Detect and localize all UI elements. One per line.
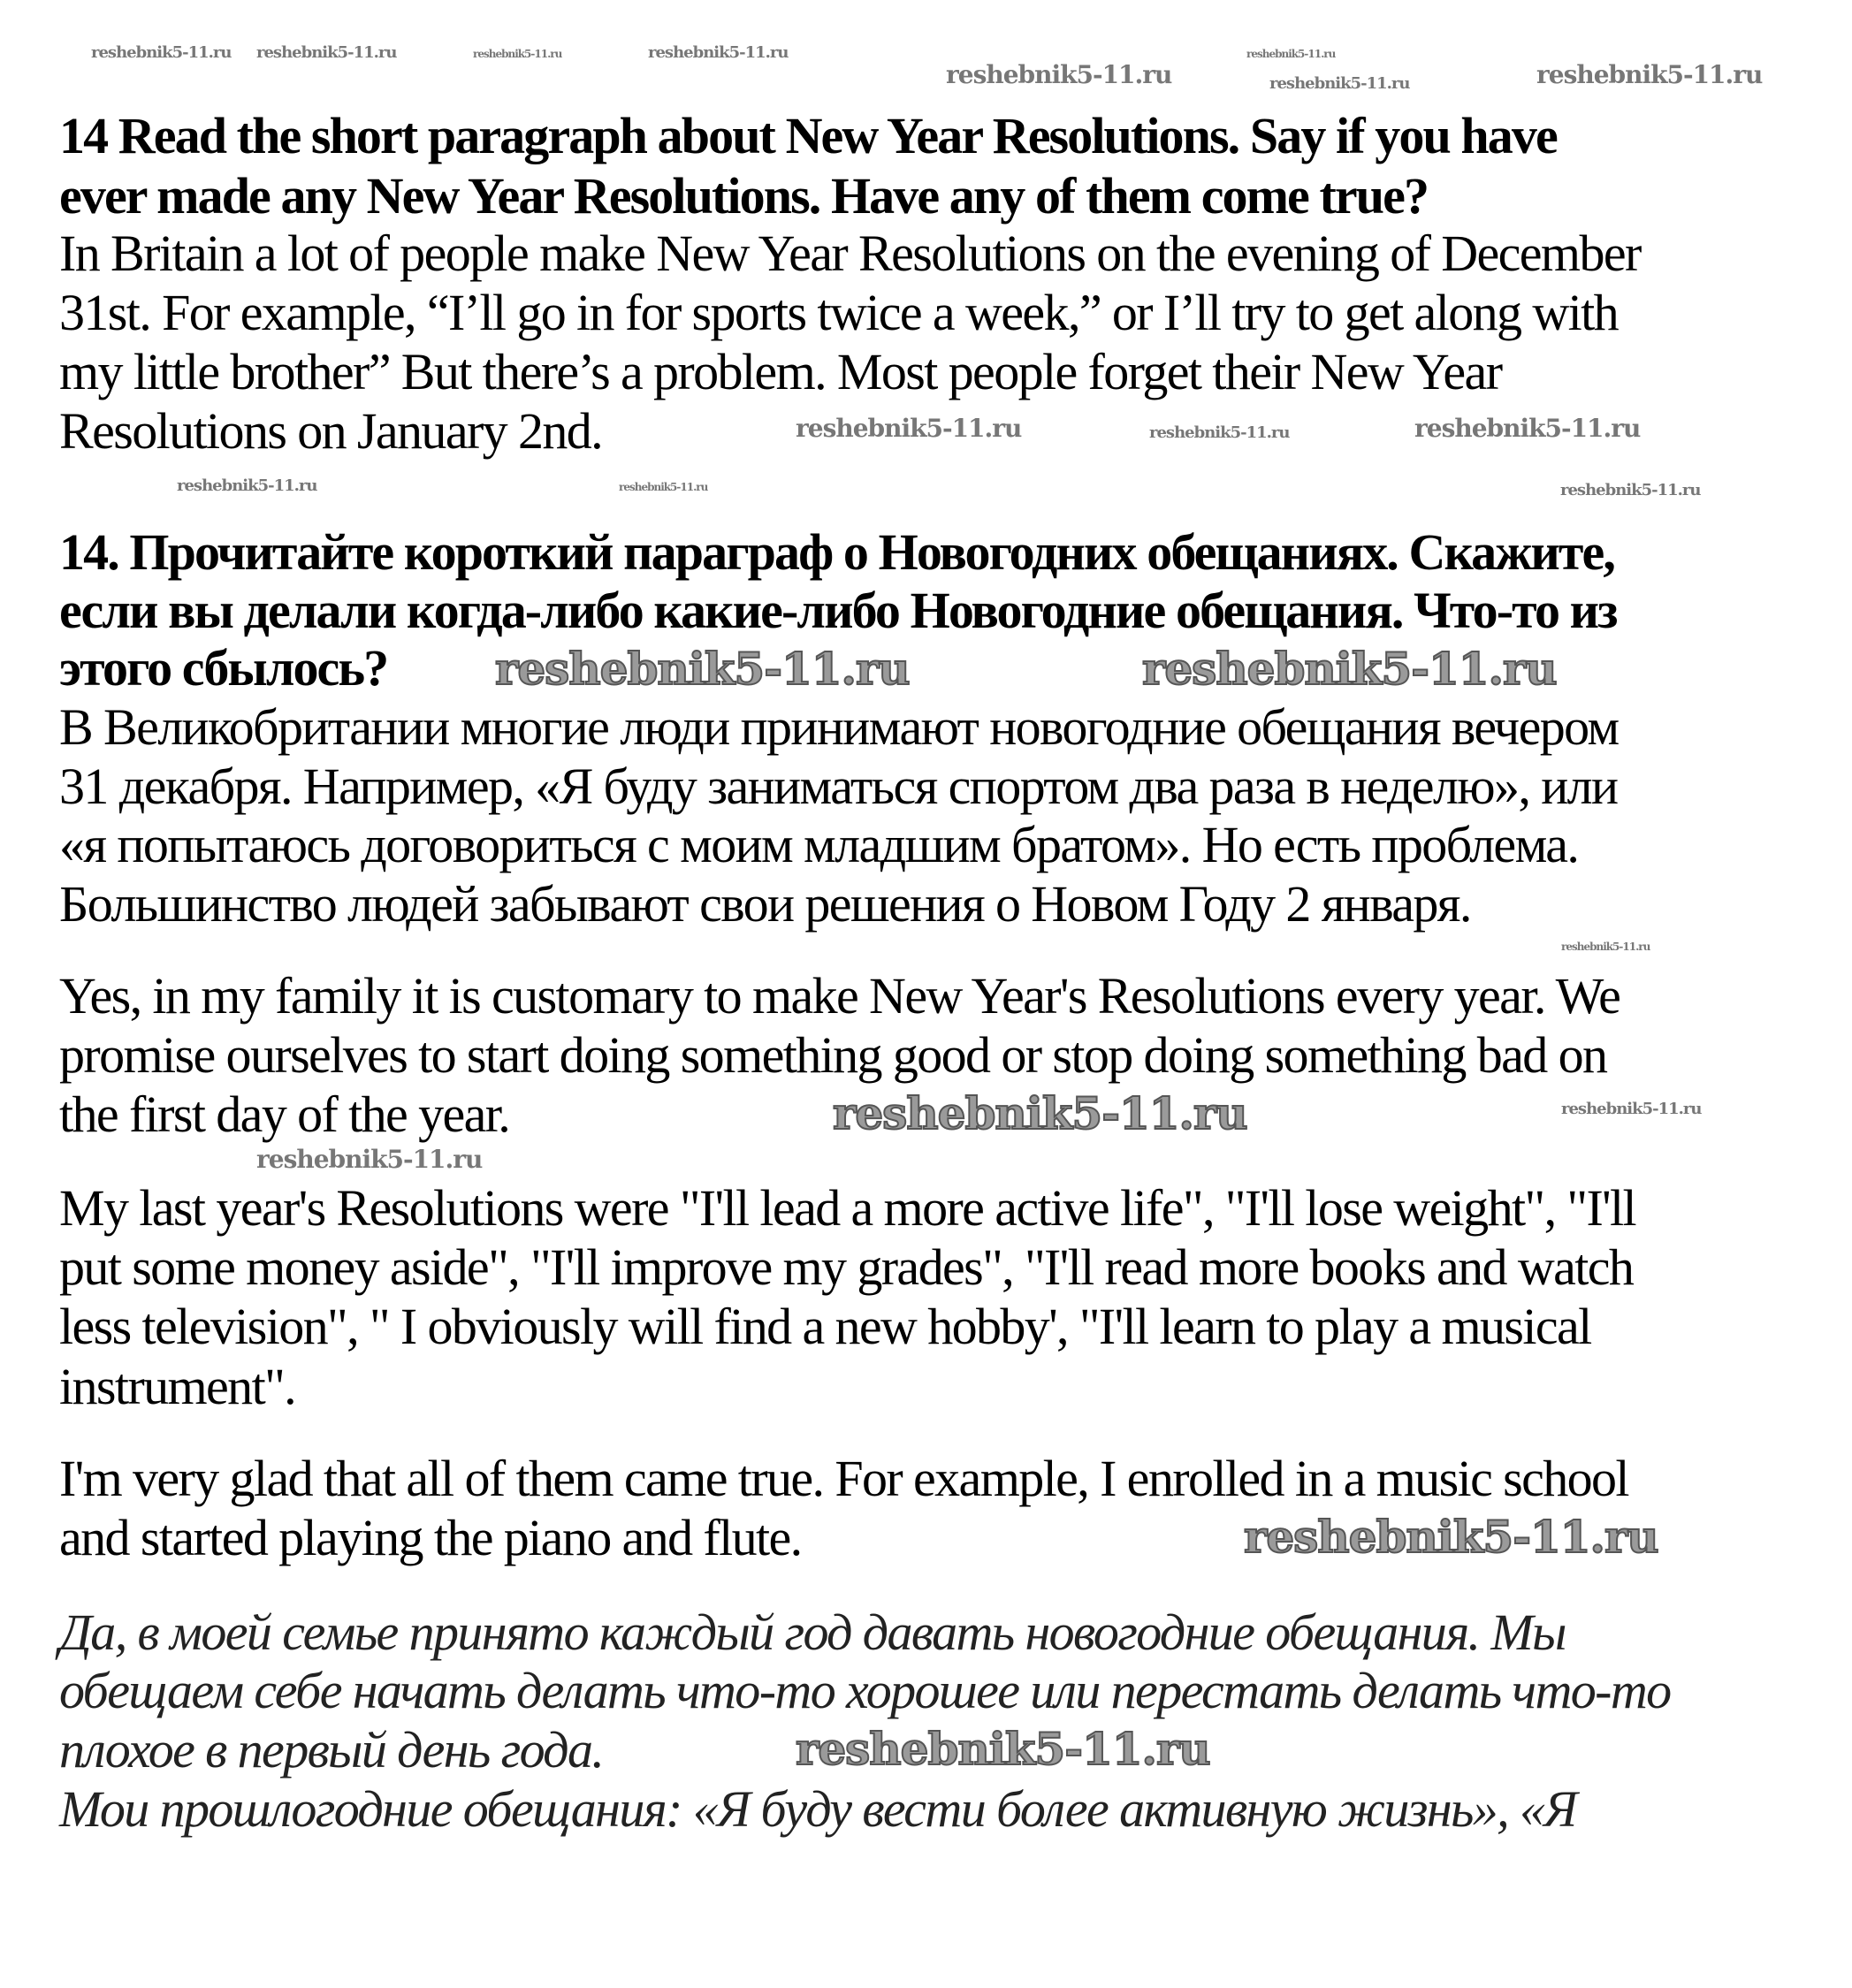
answer-ru-line: плохое в первый день года.: [59, 1721, 604, 1779]
watermark: reshebnik5-11.ru: [1536, 60, 1763, 89]
answer-en-line: put some money aside", "I'll improve my grades", "I'll read more books and watch: [59, 1238, 1634, 1296]
watermark: reshebnik5-11.ru: [1414, 414, 1641, 443]
paragraph-en-line: Resolutions on January 2nd.: [59, 402, 603, 460]
paragraph-en-line: 31st. For example, “I’ll go in for sports twice a week,” or I’ll try to get along with: [59, 284, 1619, 341]
answer-en-line: Yes, in my family it is customary to make New Year's Resolutions every year. We: [59, 967, 1620, 1024]
answer-en-line: promise ourselves to start doing something good or stop doing something bad on: [59, 1026, 1607, 1084]
watermark: reshebnik5-11.ru: [1149, 423, 1290, 442]
task-heading-ru-line: этого сбылось?: [59, 639, 388, 697]
answer-ru-line: Мои прошлогодние обещания: «Я буду вести более активную жизнь», «Я: [59, 1780, 1576, 1838]
task-heading-en-line: 14 Read the short paragraph about New Year Resolutions. Say if you have: [59, 107, 1557, 164]
watermark: reshebnik5-11.ru: [177, 476, 317, 495]
answer-en-line: instrument".: [59, 1358, 296, 1415]
watermark: reshebnik5-11.ru: [833, 1087, 1247, 1139]
watermark: reshebnik5-11.ru: [648, 43, 789, 62]
paragraph-en-line: my little brother” But there’s a problem. Most people forget their New Year: [59, 343, 1502, 400]
task-heading-ru-line: если вы делали когда-либо какие-либо Новогодние обещания. Что-то из: [59, 582, 1617, 639]
watermark: reshebnik5-11.ru: [1269, 74, 1410, 93]
watermark: reshebnik5-11.ru: [473, 48, 562, 60]
answer-ru-line: Да, в моей семье принято каждый год давать новогодние обещания. Мы: [59, 1603, 1566, 1661]
answer-en-line: less television", " I obviously will find a new hobby', "I'll learn to play a musical: [59, 1298, 1591, 1355]
watermark: reshebnik5-11.ru: [1142, 643, 1557, 695]
watermark: reshebnik5-11.ru: [256, 43, 397, 62]
task-heading-ru-line: 14. Прочитайте короткий параграф о Новогодних обещаниях. Скажите,: [59, 523, 1614, 581]
watermark: reshebnik5-11.ru: [91, 43, 232, 62]
answer-en-line: and started playing the piano and flute.: [59, 1509, 802, 1566]
watermark: reshebnik5-11.ru: [256, 1145, 483, 1174]
task-heading-en-line: ever made any New Year Resolutions. Have any of them come true?: [59, 167, 1429, 225]
watermark: reshebnik5-11.ru: [946, 60, 1172, 89]
watermark: reshebnik5-11.ru: [619, 481, 708, 493]
watermark: reshebnik5-11.ru: [1561, 941, 1650, 953]
answer-en-line: My last year's Resolutions were "I'll lead a more active life", "I'll lose weight", "I'll: [59, 1179, 1636, 1237]
answer-en-line: the first day of the year.: [59, 1085, 510, 1143]
watermark: reshebnik5-11.ru: [1244, 1511, 1658, 1563]
watermark: reshebnik5-11.ru: [796, 414, 1022, 443]
watermark: reshebnik5-11.ru: [495, 643, 910, 695]
paragraph-en-line: In Britain a lot of people make New Year Resolutions on the evening of December: [59, 225, 1641, 282]
paragraph-ru-line: 31 декабря. Например, «Я буду заниматься спортом два раза в неделю», или: [59, 758, 1618, 815]
answer-en-line: I'm very glad that all of them came true. For example, I enrolled in a music school: [59, 1450, 1628, 1507]
paragraph-ru-line: В Великобритании многие люди принимают новогодние обещания вечером: [59, 698, 1619, 756]
watermark: reshebnik5-11.ru: [1561, 1100, 1702, 1118]
paragraph-ru-line: «я попытаюсь договориться с моим младшим братом». Но есть проблема.: [59, 816, 1579, 873]
answer-ru-line: обещаем себе начать делать что-то хорошее или перестать делать что-то: [59, 1662, 1671, 1719]
watermark: reshebnik5-11.ru: [1246, 48, 1336, 60]
paragraph-ru-line: Большинство людей забывают свои решения о Новом Году 2 января.: [59, 875, 1471, 933]
watermark: reshebnik5-11.ru: [796, 1723, 1210, 1775]
watermark: reshebnik5-11.ru: [1560, 481, 1701, 499]
